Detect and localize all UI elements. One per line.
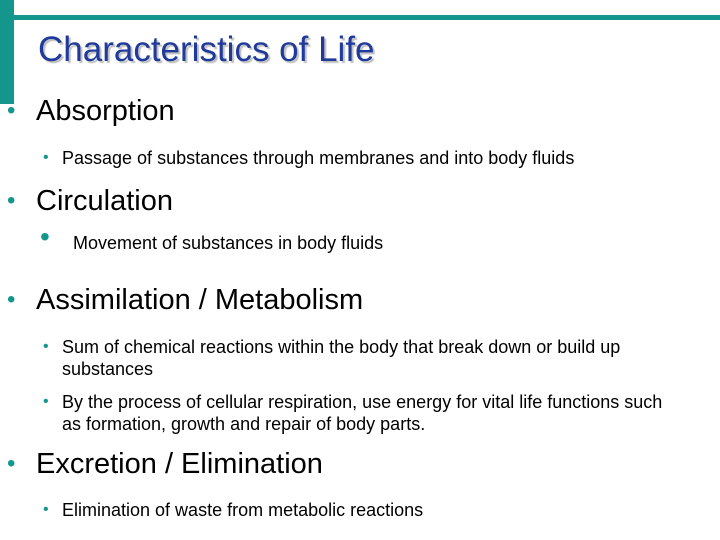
bullet-marker: • xyxy=(7,187,16,214)
point-circulation-1: Movement of substances in body fluids xyxy=(73,233,384,253)
sub-bullet-marker: • xyxy=(43,501,49,518)
heading-circulation: Circulation xyxy=(36,185,173,217)
sub-bullet-marker: • xyxy=(43,393,49,410)
bullet-marker: • xyxy=(7,97,16,124)
heading-absorption: Absorption xyxy=(36,95,175,127)
accent-bar-top xyxy=(14,15,720,20)
slide-title: Characteristics of Life xyxy=(38,30,375,69)
sub-bullet-marker: • xyxy=(40,221,50,252)
point-assimilation-1: Sum of chemical reactions within the body that break down or build up substances xyxy=(62,337,621,379)
accent-bar-left xyxy=(0,0,14,104)
heading-assimilation-metabolism: Assimilation / Metabolism xyxy=(36,284,364,316)
heading-excretion-elimination: Excretion / Elimination xyxy=(36,448,323,480)
bullet-marker: • xyxy=(7,450,16,477)
point-absorption-1: Passage of substances through membranes and into body fluids xyxy=(62,148,575,168)
point-assimilation-2: By the process of cellular respiration, use energy for vital life functions such as formation, growth and repair of body parts. xyxy=(62,392,663,434)
sub-bullet-marker: • xyxy=(43,338,49,355)
point-excretion-1: Elimination of waste from metabolic reactions xyxy=(62,500,424,520)
sub-bullet-marker: • xyxy=(43,149,49,166)
bullet-marker: • xyxy=(7,286,16,313)
